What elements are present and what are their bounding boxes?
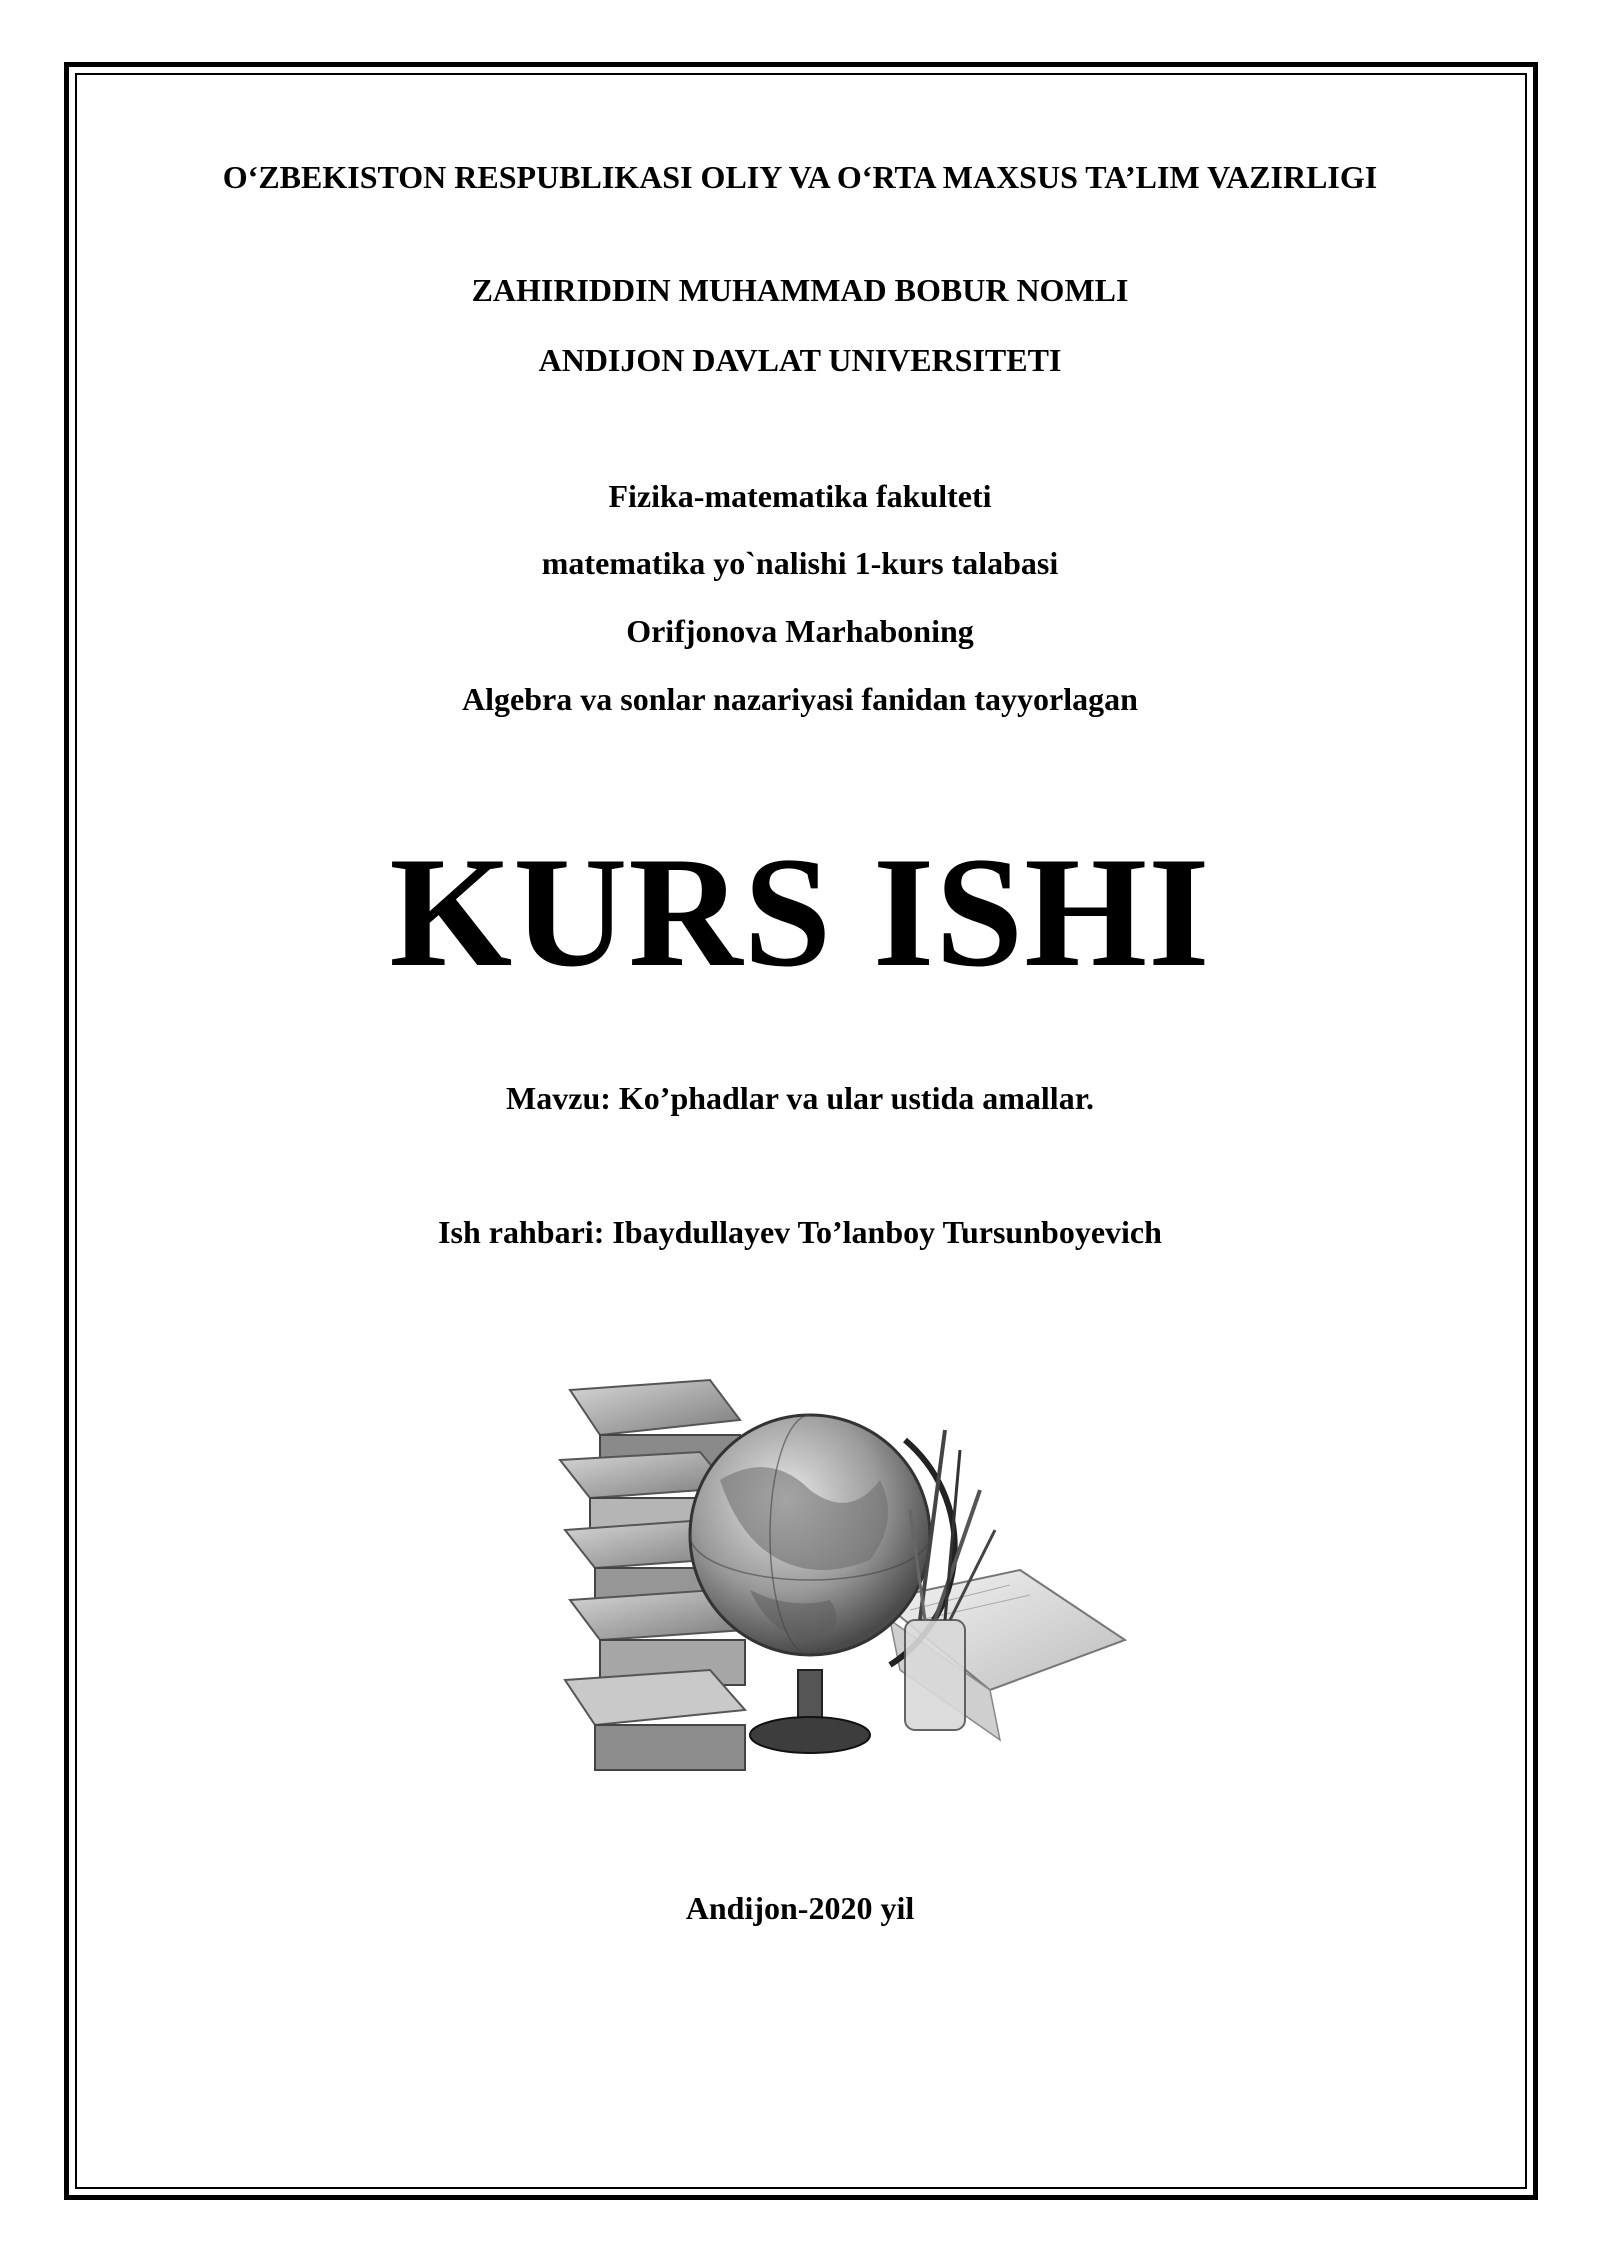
- subject-line: Algebra va sonlar nazariyasi fanidan tayyorlagan: [462, 681, 1138, 717]
- books-globe-illustration: [550, 1370, 1130, 1810]
- university-name-line1: ZAHIRIDDIN MUHAMMAD BOBUR NOMLI: [471, 272, 1129, 308]
- supervisor-line: Ish rahbari: Ibaydullayev To’lanboy Tursunboyevich: [438, 1214, 1162, 1250]
- ministry-heading: O‘ZBEKISTON RESPUBLIKASI OLIY VA O‘RTA MAXSUS TA’LIM VAZIRLIGI: [222, 159, 1378, 195]
- illustration-icon: [550, 1370, 1130, 1810]
- study-direction: matematika yo`nalishi 1-kurs talabasi: [541, 545, 1059, 581]
- student-name: Orifjonova Marhaboning: [626, 613, 974, 649]
- topic-line: Mavzu: Ko’phadlar va ular ustida amallar.: [506, 1080, 1094, 1116]
- document-title: KURS ISHI: [389, 825, 1211, 1000]
- faculty-name: Fizika-matematika fakulteti: [608, 478, 992, 514]
- city-year: Andijon-2020 yil: [685, 1890, 915, 1926]
- university-name-line2: ANDIJON DAVLAT UNIVERSITETI: [538, 342, 1062, 378]
